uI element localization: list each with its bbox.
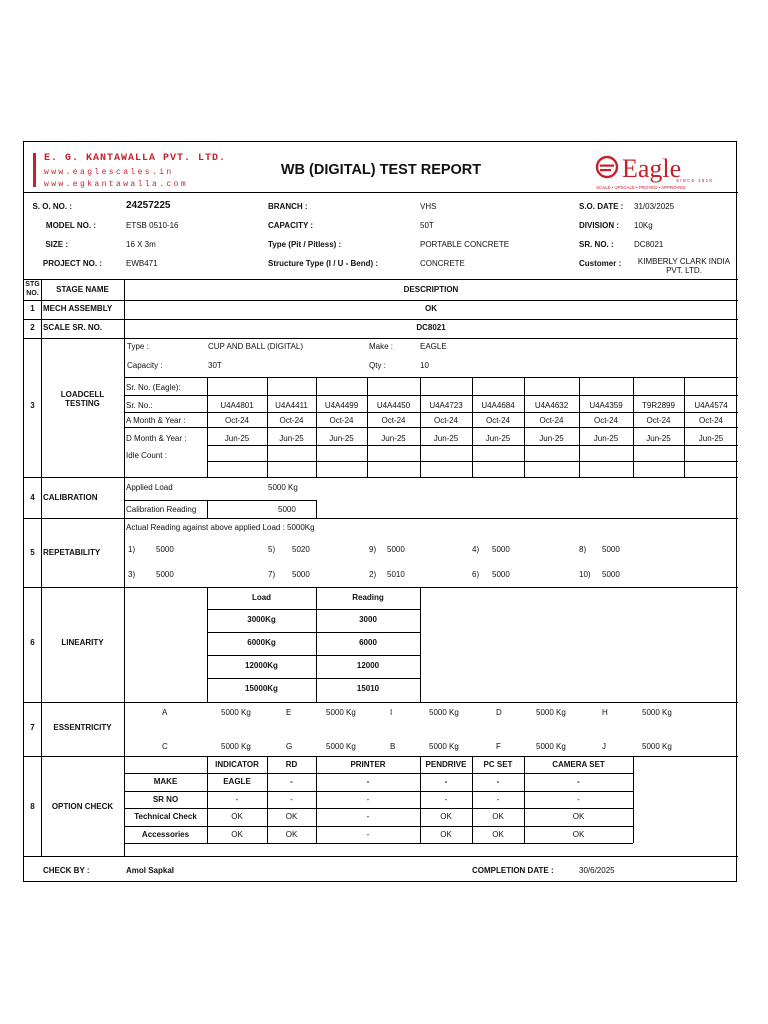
option-col-divider: [633, 756, 634, 843]
project-label: PROJECT NO. :: [42, 259, 102, 268]
customer-value-line2: PVT. LTD.: [666, 266, 702, 275]
loadcell-col-divider: [633, 377, 634, 477]
so-date-label: S.O. DATE :: [579, 202, 624, 211]
stage-8-no: 8: [30, 802, 35, 811]
loadcell-serial: U4A4450: [376, 401, 411, 410]
loadcell-d-month: Jun-25: [646, 434, 671, 443]
eccentricity-reading: 5000 Kg: [221, 708, 251, 717]
description-header: DESCRIPTION: [403, 285, 459, 294]
repetability-reading: 5000: [156, 545, 174, 554]
loadcell-col-divider: [524, 377, 525, 477]
eccentricity-reading: 5000 Kg: [536, 742, 566, 751]
repetability-reading: 5000: [492, 570, 510, 579]
mech-assembly-value: OK: [425, 304, 437, 313]
option-cell-value: OK: [440, 812, 452, 821]
loadcell-a-month: Oct-24: [329, 416, 354, 425]
loadcell-serial: U4A4684: [481, 401, 515, 410]
repetability-reading: 5000: [387, 545, 405, 554]
stage-7-name: ESSENTRICITY: [53, 723, 112, 732]
option-row-label: MAKE: [153, 777, 178, 786]
stg-header-line1: STG: [25, 281, 40, 288]
option-row-divider: [124, 791, 633, 792]
eccentricity-point-label: I: [390, 708, 393, 717]
loadcell-a-month: Oct-24: [279, 416, 304, 425]
eccentricity-point-label: C: [162, 742, 168, 751]
option-cell-value: -: [366, 777, 370, 786]
stage-3-name-line2: TESTING: [65, 399, 100, 408]
eccentricity-point-label: G: [286, 742, 293, 751]
loadcell-a-label: A Month & Year :: [126, 416, 186, 425]
option-cell-value: -: [366, 795, 370, 804]
division-label: DIVISION :: [579, 221, 620, 230]
logo-text: Eagle: [622, 154, 682, 183]
stage-2-no: 2: [30, 323, 35, 332]
repetability-index: 1): [128, 545, 136, 554]
repetability-index: 6): [472, 570, 480, 579]
type-value: PORTABLE CONCRETE: [420, 240, 510, 249]
option-column-header: PC SET: [483, 760, 513, 769]
loadcell-serial: U4A4359: [589, 401, 623, 410]
repetability-reading: 5000: [156, 570, 174, 579]
branch-label: BRANCH :: [268, 202, 308, 211]
loadcell-serial: U4A4632: [534, 401, 569, 410]
repetability-index: 2): [369, 570, 377, 579]
option-cell-value: EAGLE: [223, 777, 251, 786]
option-cell-value: -: [366, 812, 370, 821]
eccentricity-reading: 5000 Kg: [221, 742, 251, 751]
repetability-reading: 5000: [602, 570, 620, 579]
loadcell-capacity-label: Capacity :: [127, 361, 163, 370]
option-cell-value: -: [235, 795, 239, 804]
eccentricity-point-label: D: [496, 708, 502, 717]
linearity-reading: 3000: [359, 615, 377, 624]
project-value: EWB471: [126, 259, 158, 268]
repetability-index: 10): [579, 570, 591, 579]
stage-4-name: CALIBRATION: [43, 493, 98, 502]
repetability-index: 7): [268, 570, 276, 579]
repetability-reading: 5010: [387, 570, 405, 579]
stage-3-name-line1: LOADCELL: [60, 390, 105, 399]
check-by-value: Amol Sapkal: [126, 866, 175, 875]
eccentricity-point-label: F: [496, 742, 501, 751]
repetability-index: 5): [268, 545, 276, 554]
option-cell-value: OK: [285, 830, 298, 839]
loadcell-make-value: EAGLE: [420, 342, 447, 351]
model-label: MODEL NO. :: [45, 221, 96, 230]
option-cell-value: -: [577, 795, 580, 804]
eccentricity-point-label: E: [286, 708, 292, 717]
loadcell-make-label: Make :: [369, 342, 394, 351]
loadcell-col-divider: [316, 377, 317, 477]
option-cell-value: -: [366, 830, 370, 839]
sr-no-label: SR. NO. :: [579, 240, 614, 249]
calibration-reading-value: 5000: [278, 505, 296, 514]
repetability-reading: 5000: [492, 545, 510, 554]
linearity-load-header: Load: [251, 593, 272, 602]
linearity-reading-header: Reading: [352, 593, 384, 602]
repetability-index: 9): [369, 545, 377, 554]
structure-label: Structure Type (I / U - Bend) :: [268, 259, 379, 268]
option-cell-value: OK: [285, 812, 298, 821]
so-no-value: 24257225: [126, 200, 171, 211]
company-website-1: www.eaglescales.in: [44, 168, 174, 177]
loadcell-col-divider: [684, 377, 685, 477]
logo-since: SINCE 1918: [676, 178, 714, 183]
eccentricity-point-label: A: [162, 708, 168, 717]
loadcell-sr-eagle-label: Sr. No. (Eagle):: [126, 383, 181, 392]
option-cell-value: OK: [440, 830, 452, 839]
linearity-load: 3000Kg: [247, 615, 276, 624]
loadcell-type-value: CUP AND BALL (DIGITAL): [208, 342, 303, 351]
option-cell-value: OK: [492, 812, 504, 821]
repetability-index: 4): [472, 545, 480, 554]
linearity-load: 6000Kg: [247, 638, 276, 647]
eccentricity-point-label: H: [602, 708, 608, 717]
loadcell-qty-label: Qty :: [369, 361, 386, 370]
repetability-index: 8): [579, 545, 587, 554]
loadcell-d-month: Jun-25: [539, 434, 564, 443]
option-cell-value: OK: [572, 830, 585, 839]
repetability-reading: 5020: [292, 545, 310, 554]
loadcell-a-month: Oct-24: [381, 416, 406, 425]
option-row-divider: [124, 826, 633, 827]
option-column-header: PENDRIVE: [425, 760, 467, 769]
loadcell-serial: U4A4801: [220, 401, 254, 410]
sr-no-value: DC8021: [634, 240, 664, 249]
stage-8-name: OPTION CHECK: [51, 802, 114, 811]
loadcell-d-month: Jun-25: [433, 434, 459, 443]
loadcell-a-month: Oct-24: [593, 416, 618, 425]
loadcell-a-month: Oct-24: [646, 416, 671, 425]
option-cell-value: -: [496, 795, 500, 804]
check-by-label: CHECK BY :: [43, 866, 90, 875]
so-no-label: S. O. NO. :: [32, 202, 72, 211]
size-value: 16 X 3m: [126, 240, 156, 249]
loadcell-col-divider: [472, 377, 473, 477]
stg-header-line2: NO.: [26, 290, 39, 297]
loadcell-capacity-value: 30T: [208, 361, 222, 370]
loadcell-col-divider: [579, 377, 580, 477]
loadcell-idle-label: Idle Count :: [126, 451, 167, 460]
linearity-load: 12000Kg: [245, 661, 278, 670]
loadcell-col-divider: [367, 377, 368, 477]
option-row-label: Accessories: [141, 830, 190, 839]
loadcell-a-month: Oct-24: [539, 416, 564, 425]
linearity-reading: 15010: [356, 684, 380, 693]
option-cell-value: OK: [572, 812, 585, 821]
loadcell-serial: T9R2899: [642, 401, 675, 410]
stage-1-no: 1: [30, 304, 35, 313]
loadcell-d-month: Jun-25: [381, 434, 406, 443]
linearity-reading: 6000: [359, 638, 377, 647]
logo-tagline: SCALE • UPSCALE • PROVED • APPROVED: [596, 185, 686, 190]
loadcell-col-divider: [420, 377, 421, 477]
option-cell-value: -: [290, 795, 293, 804]
eccentricity-point-label: J: [602, 742, 606, 751]
loadcell-d-month: Jun-25: [698, 434, 724, 443]
linearity-reading: 12000: [356, 661, 380, 670]
eccentricity-reading: 5000 Kg: [536, 708, 566, 717]
loadcell-serial: U4A4411: [275, 401, 308, 410]
capacity-value: 50T: [420, 221, 434, 230]
option-column-header: CAMERA SET: [552, 760, 605, 769]
loadcell-d-month: Jun-25: [593, 434, 619, 443]
loadcell-d-month: Jun-25: [329, 434, 354, 443]
type-label: Type (Pit / Pitless) :: [268, 240, 342, 249]
option-col-divider: [124, 756, 125, 856]
stage-2-name: SCALE SR. NO.: [43, 323, 103, 332]
stage-4-no: 4: [30, 493, 35, 502]
size-label: SIZE :: [45, 240, 68, 249]
option-row-divider: [124, 808, 633, 809]
eccentricity-point-label: B: [390, 742, 396, 751]
loadcell-a-month: Oct-24: [433, 416, 458, 425]
option-row-divider: [124, 843, 633, 844]
completion-date-value: 30/6/2025: [579, 866, 615, 875]
applied-load-value: 5000 Kg: [268, 483, 298, 492]
stage-1-name: MECH ASSEMBLY: [43, 304, 113, 313]
linearity-load: 15000Kg: [245, 684, 278, 693]
stage-6-no: 6: [30, 638, 35, 647]
repetability-index: 3): [128, 570, 136, 579]
loadcell-col-divider: [207, 377, 208, 477]
stage-7-no: 7: [30, 723, 35, 732]
loadcell-d-month: Jun-25: [279, 434, 304, 443]
option-column-header: PRINTER: [350, 760, 386, 769]
repetability-reading: 5000: [602, 545, 620, 554]
division-value: 10Kg: [634, 221, 653, 230]
option-row-label: SR NO: [152, 795, 179, 804]
stage-5-no: 5: [30, 548, 35, 557]
loadcell-a-month: Oct-24: [698, 416, 723, 425]
test-report-sheet: [23, 141, 737, 882]
option-column-header: INDICATOR: [215, 760, 259, 769]
loadcell-a-month: Oct-24: [224, 416, 249, 425]
loadcell-serial: U4A4574: [694, 401, 728, 410]
loadcell-type-label: Type :: [127, 342, 149, 351]
eccentricity-reading: 5000 Kg: [642, 742, 672, 751]
loadcell-qty-value: 10: [420, 361, 429, 370]
eagle-logo: [594, 148, 724, 192]
eccentricity-reading: 5000 Kg: [429, 708, 459, 717]
eccentricity-reading: 5000 Kg: [642, 708, 672, 717]
stage-6-name: LINEARITY: [61, 638, 104, 647]
option-cell-value: OK: [492, 830, 504, 839]
option-column-header: RD: [285, 760, 298, 769]
company-name: E. G. KANTAWALLA PVT. LTD.: [44, 153, 227, 164]
applied-load-label: Applied Load: [126, 483, 173, 492]
option-row-label: Technical Check: [134, 812, 197, 821]
repetability-reading: 5000: [292, 570, 310, 579]
so-date-value: 31/03/2025: [634, 202, 675, 211]
company-website-2: www.egkantawalla.com: [44, 180, 189, 189]
loadcell-serial: U4A4723: [429, 401, 463, 410]
branch-value: VHS: [420, 202, 437, 211]
model-value: ETSB 0510-16: [126, 221, 179, 230]
stage-3-no: 3: [30, 401, 35, 410]
loadcell-a-month: Oct-24: [485, 416, 510, 425]
completion-date-label: COMPLETION DATE :: [472, 866, 554, 875]
option-cell-value: -: [496, 777, 500, 786]
loadcell-col-divider: [267, 377, 268, 477]
option-cell-value: -: [444, 777, 448, 786]
calibration-reading-label: Calibration Reading: [126, 505, 197, 514]
structure-value: CONCRETE: [420, 259, 465, 268]
scale-sr-value: DC8021: [416, 323, 446, 332]
customer-label: Customer :: [579, 259, 622, 268]
loadcell-d-label: D Month & Year :: [126, 434, 187, 443]
capacity-label: CAPACITY :: [268, 221, 314, 230]
eccentricity-reading: 5000 Kg: [429, 742, 459, 751]
stage-5-name: REPETABILITY: [43, 548, 101, 557]
option-cell-value: OK: [231, 830, 243, 839]
option-cell-value: -: [444, 795, 448, 804]
option-row-divider: [124, 773, 633, 774]
loadcell-sr-label: Sr. No.:: [126, 401, 153, 410]
repetability-note: Actual Reading against above applied Load : 5000Kg: [126, 523, 315, 532]
customer-value-line1: KIMBERLY CLARK INDIA: [637, 257, 731, 266]
option-cell-value: -: [290, 777, 293, 786]
option-cell-value: -: [577, 777, 580, 786]
eccentricity-reading: 5000 Kg: [326, 708, 356, 717]
option-cell-value: OK: [231, 812, 243, 821]
loadcell-d-month: Jun-25: [224, 434, 250, 443]
loadcell-serial: U4A4499: [324, 401, 359, 410]
loadcell-d-month: Jun-25: [485, 434, 511, 443]
report-title: WB (DIGITAL) TEST REPORT: [280, 162, 482, 178]
stage-name-header: STAGE NAME: [56, 285, 109, 294]
eccentricity-reading: 5000 Kg: [326, 742, 356, 751]
